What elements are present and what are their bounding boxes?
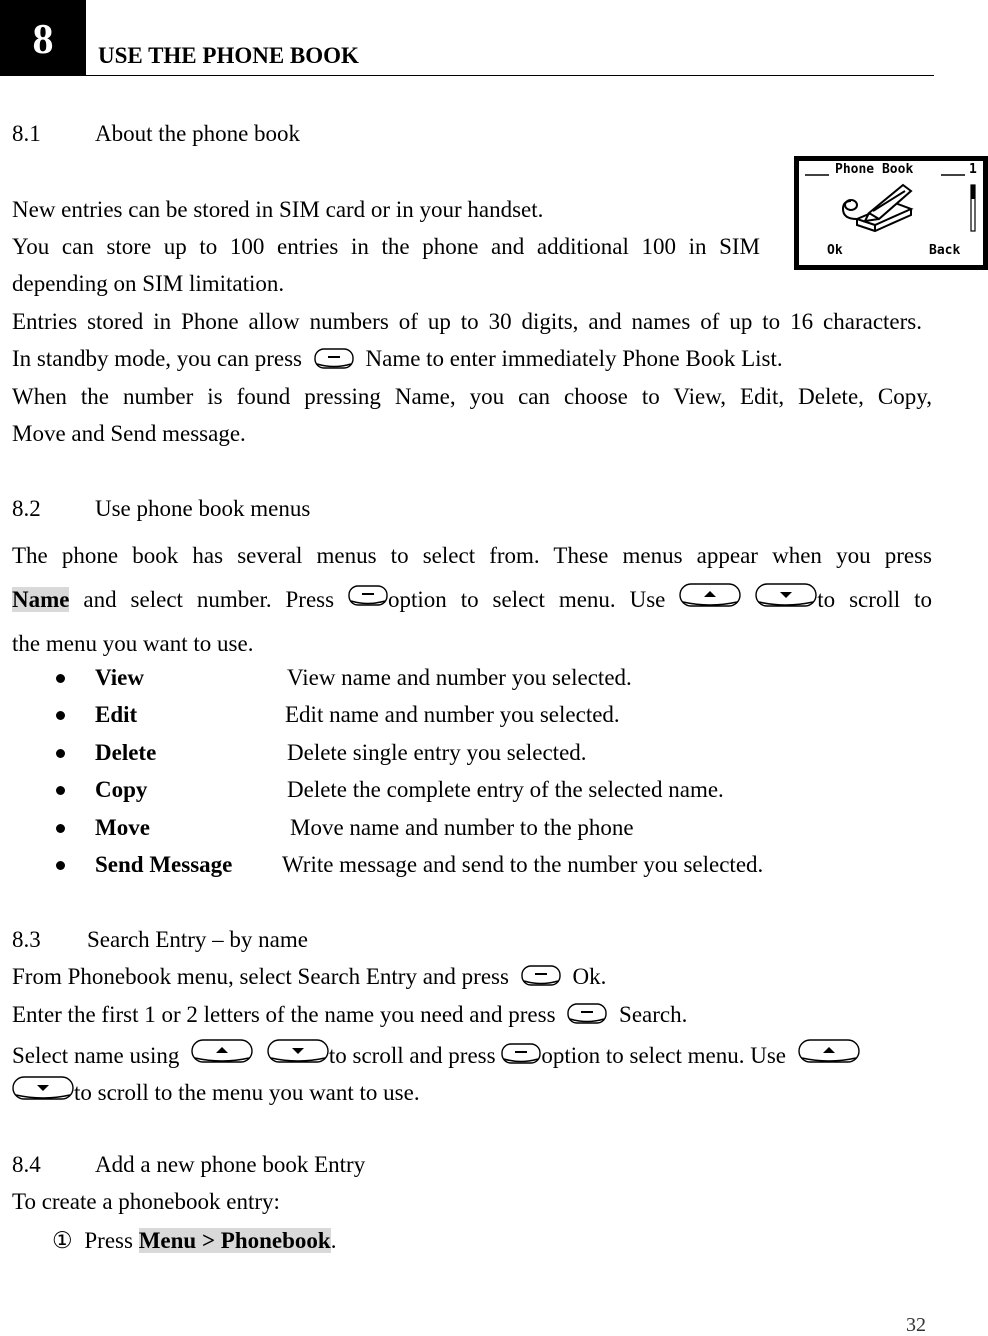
menu-item-name: Edit (95, 702, 138, 727)
bullet-icon (56, 786, 65, 795)
menu-item-name: Move (95, 815, 150, 840)
soft-key-icon (521, 965, 561, 987)
soft-key-icon (567, 1003, 607, 1025)
section-8-2-title: Use phone book menus (95, 496, 311, 521)
name-key-label: Name (12, 587, 70, 612)
s84-step-1 (52, 1227, 336, 1255)
step-text-a: Press (84, 1228, 133, 1253)
menu-item-name: Send Message (95, 852, 233, 877)
s81-paragraph-6: When the number is found pressing Name, you can choose to View, Edit, Delete, Copy, (12, 384, 932, 409)
up-arrow-key-icon (191, 1039, 253, 1065)
s82-p2-text-b: and select number. Press (83, 587, 335, 612)
s83-p3-text-b: to scroll and press (328, 1043, 496, 1068)
section-8-2-number: 8.2 (12, 496, 41, 521)
s82-paragraph-1: The phone book has several menus to select from. These menus appear when you press (12, 543, 932, 568)
s83-paragraph-1 (12, 963, 606, 991)
s82-paragraph-2 (12, 586, 932, 615)
menu-item-desc: Delete the complete entry of the selected name. (287, 777, 724, 802)
section-8-3-number: 8.3 (12, 927, 41, 952)
s81-paragraph-7: Move and Send message. (12, 421, 246, 446)
s83-p1-text-a: From Phonebook menu, select Search Entry and press (12, 964, 509, 989)
soft-key-icon (314, 348, 354, 370)
header-rule (86, 75, 934, 76)
screen-title: Phone Book (835, 162, 914, 177)
step-marker: ① (52, 1228, 73, 1253)
down-arrow-key-icon (267, 1039, 329, 1065)
menu-item-name: Copy (95, 777, 148, 802)
bullet-icon (56, 674, 65, 683)
s81-paragraph-4: Entries stored in Phone allow numbers of up to 30 digits, and names of up to 16 characters. (12, 309, 922, 334)
soft-key-icon (348, 585, 388, 607)
menu-item-name: View (95, 665, 144, 690)
section-8-1-number: 8.1 (12, 121, 41, 146)
s81-p5-text-a: In standby mode, you can press (12, 346, 302, 371)
chapter-title: USE THE PHONE BOOK (98, 43, 359, 68)
s83-paragraph-2 (12, 1001, 687, 1029)
s83-p1-text-b: Ok. (572, 964, 607, 989)
menu-item-desc: Edit name and number you selected. (285, 702, 620, 727)
s82-p2-text-d: to scroll to (817, 587, 933, 612)
down-arrow-key-icon (755, 583, 817, 609)
up-arrow-key-icon (798, 1039, 860, 1065)
s83-p2-text-a: Enter the first 1 or 2 letters of the name you need and press (12, 1002, 556, 1027)
s83-p3-text-c: option to select menu. Use (541, 1043, 786, 1068)
s81-paragraph-1: New entries can be stored in SIM card or in your handset. (12, 197, 544, 222)
s81-paragraph-5 (12, 345, 783, 373)
screen-right-softkey: Back (929, 243, 961, 258)
bullet-icon (56, 824, 65, 833)
bullet-icon (56, 749, 65, 758)
section-8-3-title: Search Entry – by name (87, 927, 308, 952)
s84-paragraph-1: To create a phonebook entry: (12, 1189, 280, 1214)
page-number: 32 (906, 1314, 926, 1336)
menu-item-desc: Move name and number to the phone (290, 815, 634, 840)
s83-paragraph-4 (12, 1079, 420, 1108)
phone-book-icon (843, 185, 911, 231)
screen-left-softkey: Ok (827, 243, 843, 258)
bullet-icon (56, 861, 65, 870)
s81-paragraph-3: depending on SIM limitation. (12, 271, 285, 296)
s83-p2-text-b: Search. (619, 1002, 688, 1027)
menu-item-desc: Write message and send to the number you selected. (282, 852, 764, 877)
menu-path-label: Menu > Phonebook (138, 1228, 331, 1253)
s82-paragraph-3: the menu you want to use. (12, 631, 254, 656)
menu-item-desc: View name and number you selected. (287, 665, 632, 690)
down-arrow-key-icon (12, 1076, 74, 1102)
menu-item-name: Delete (95, 740, 157, 765)
section-8-4-number: 8.4 (12, 1152, 41, 1177)
menu-item-desc: Delete single entry you selected. (287, 740, 587, 765)
s82-p2-text-c: option to select menu. Use (388, 587, 666, 612)
s83-paragraph-3 (12, 1042, 860, 1071)
soft-key-icon (501, 1043, 541, 1065)
phone-book-screen (794, 156, 988, 270)
up-arrow-key-icon (679, 583, 741, 609)
bullet-icon (56, 711, 65, 720)
section-8-1-title: About the phone book (95, 121, 301, 146)
screen-index: 1 (969, 162, 977, 177)
s81-paragraph-2: You can store up to 100 entries in the phone and additional 100 in SIM (12, 234, 760, 259)
chapter-number: 8 (0, 0, 86, 76)
step-text-c: . (330, 1228, 337, 1253)
section-8-4-title: Add a new phone book Entry (95, 1152, 366, 1177)
s81-p5-text-b: Name to enter immediately Phone Book List. (365, 346, 783, 371)
s83-p3-text-a: Select name using (12, 1043, 180, 1068)
s83-p4-text: to scroll to the menu you want to use. (74, 1080, 420, 1105)
